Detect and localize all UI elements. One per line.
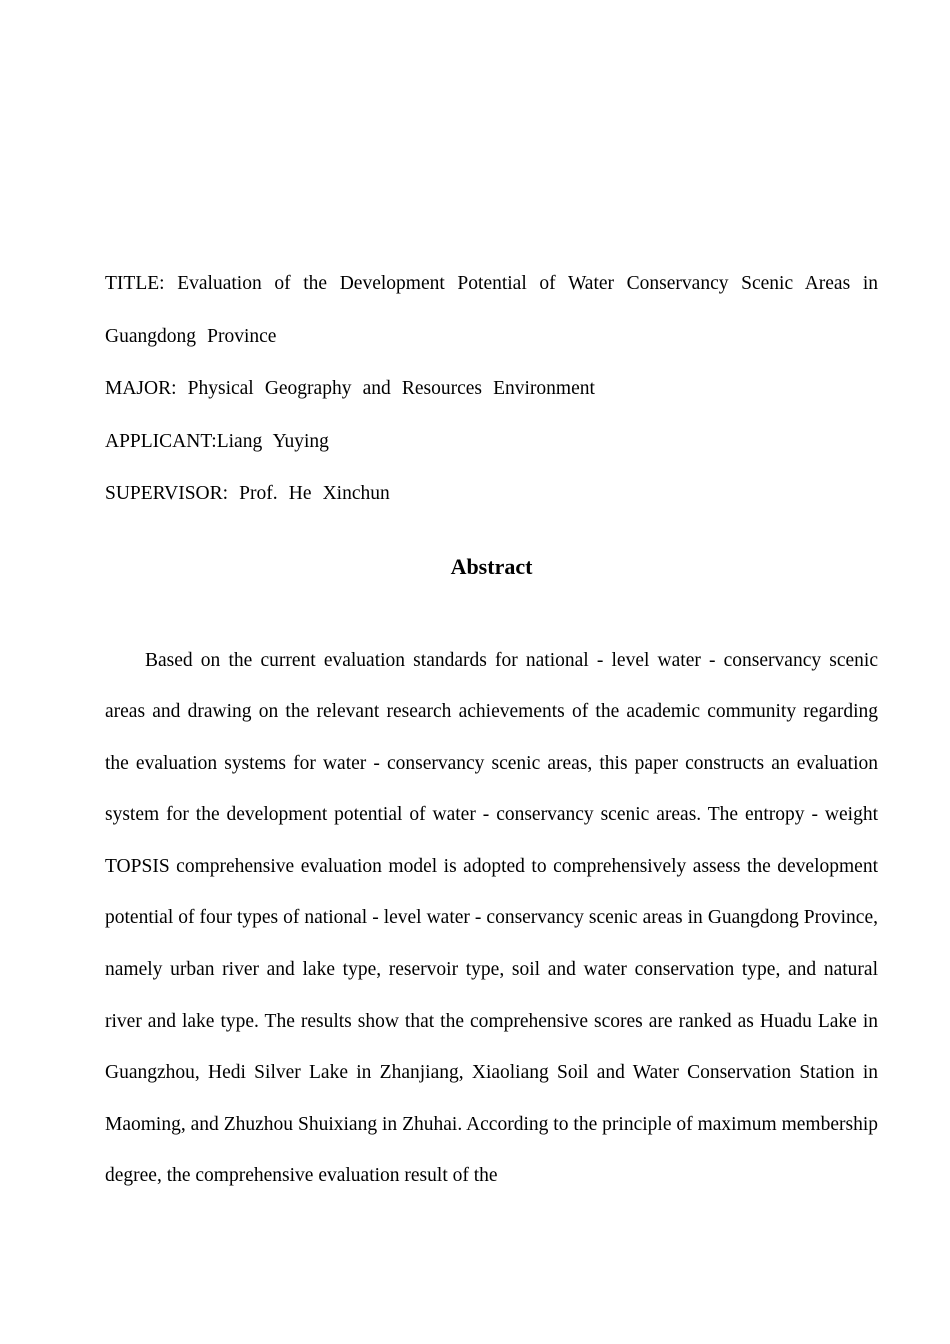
abstract-paragraph: Based on the current evaluation standards for national - level water - conservancy scenic areas and drawing on the relevant research achievements of the academic community regarding the evaluation systems for water - conservancy scenic areas, this paper constructs an evaluation system for the development potential of water - conservancy scenic areas. The entropy - weight TOPSIS comprehensive evaluation model is adopted to comprehensively assess the development potential of four types of national - level water - conservancy scenic areas in Guangdong Province, namely urban river and lake type, reservoir type, soil and water conservation type, and natural river and lake type. The results show that the comprehensive scores are ranked as Huadu Lake in Guangzhou, Hedi Silver Lake in Zhanjiang, Xiaoliang Soil and Water Conservation Station in Maoming, and Zhuzhou Shuixiang in Zhuhai. According to the principle of maximum membership degree, the comprehensive evaluation result of the (105, 649, 878, 1187)
applicant-line: APPLICANT:Liang Yuying (105, 430, 329, 452)
major-line: MAJOR: Physical Geography and Resources Environment (105, 378, 595, 399)
abstract-heading: Abstract (450, 553, 533, 579)
supervisor-line: SUPERVISOR: Prof. He Xinchun (105, 483, 390, 504)
thesis-header (105, 258, 878, 521)
title-line: TITLE: Evaluation of the Development Potential of Water Conservancy Scenic Areas in Guangdong Province (105, 273, 878, 347)
